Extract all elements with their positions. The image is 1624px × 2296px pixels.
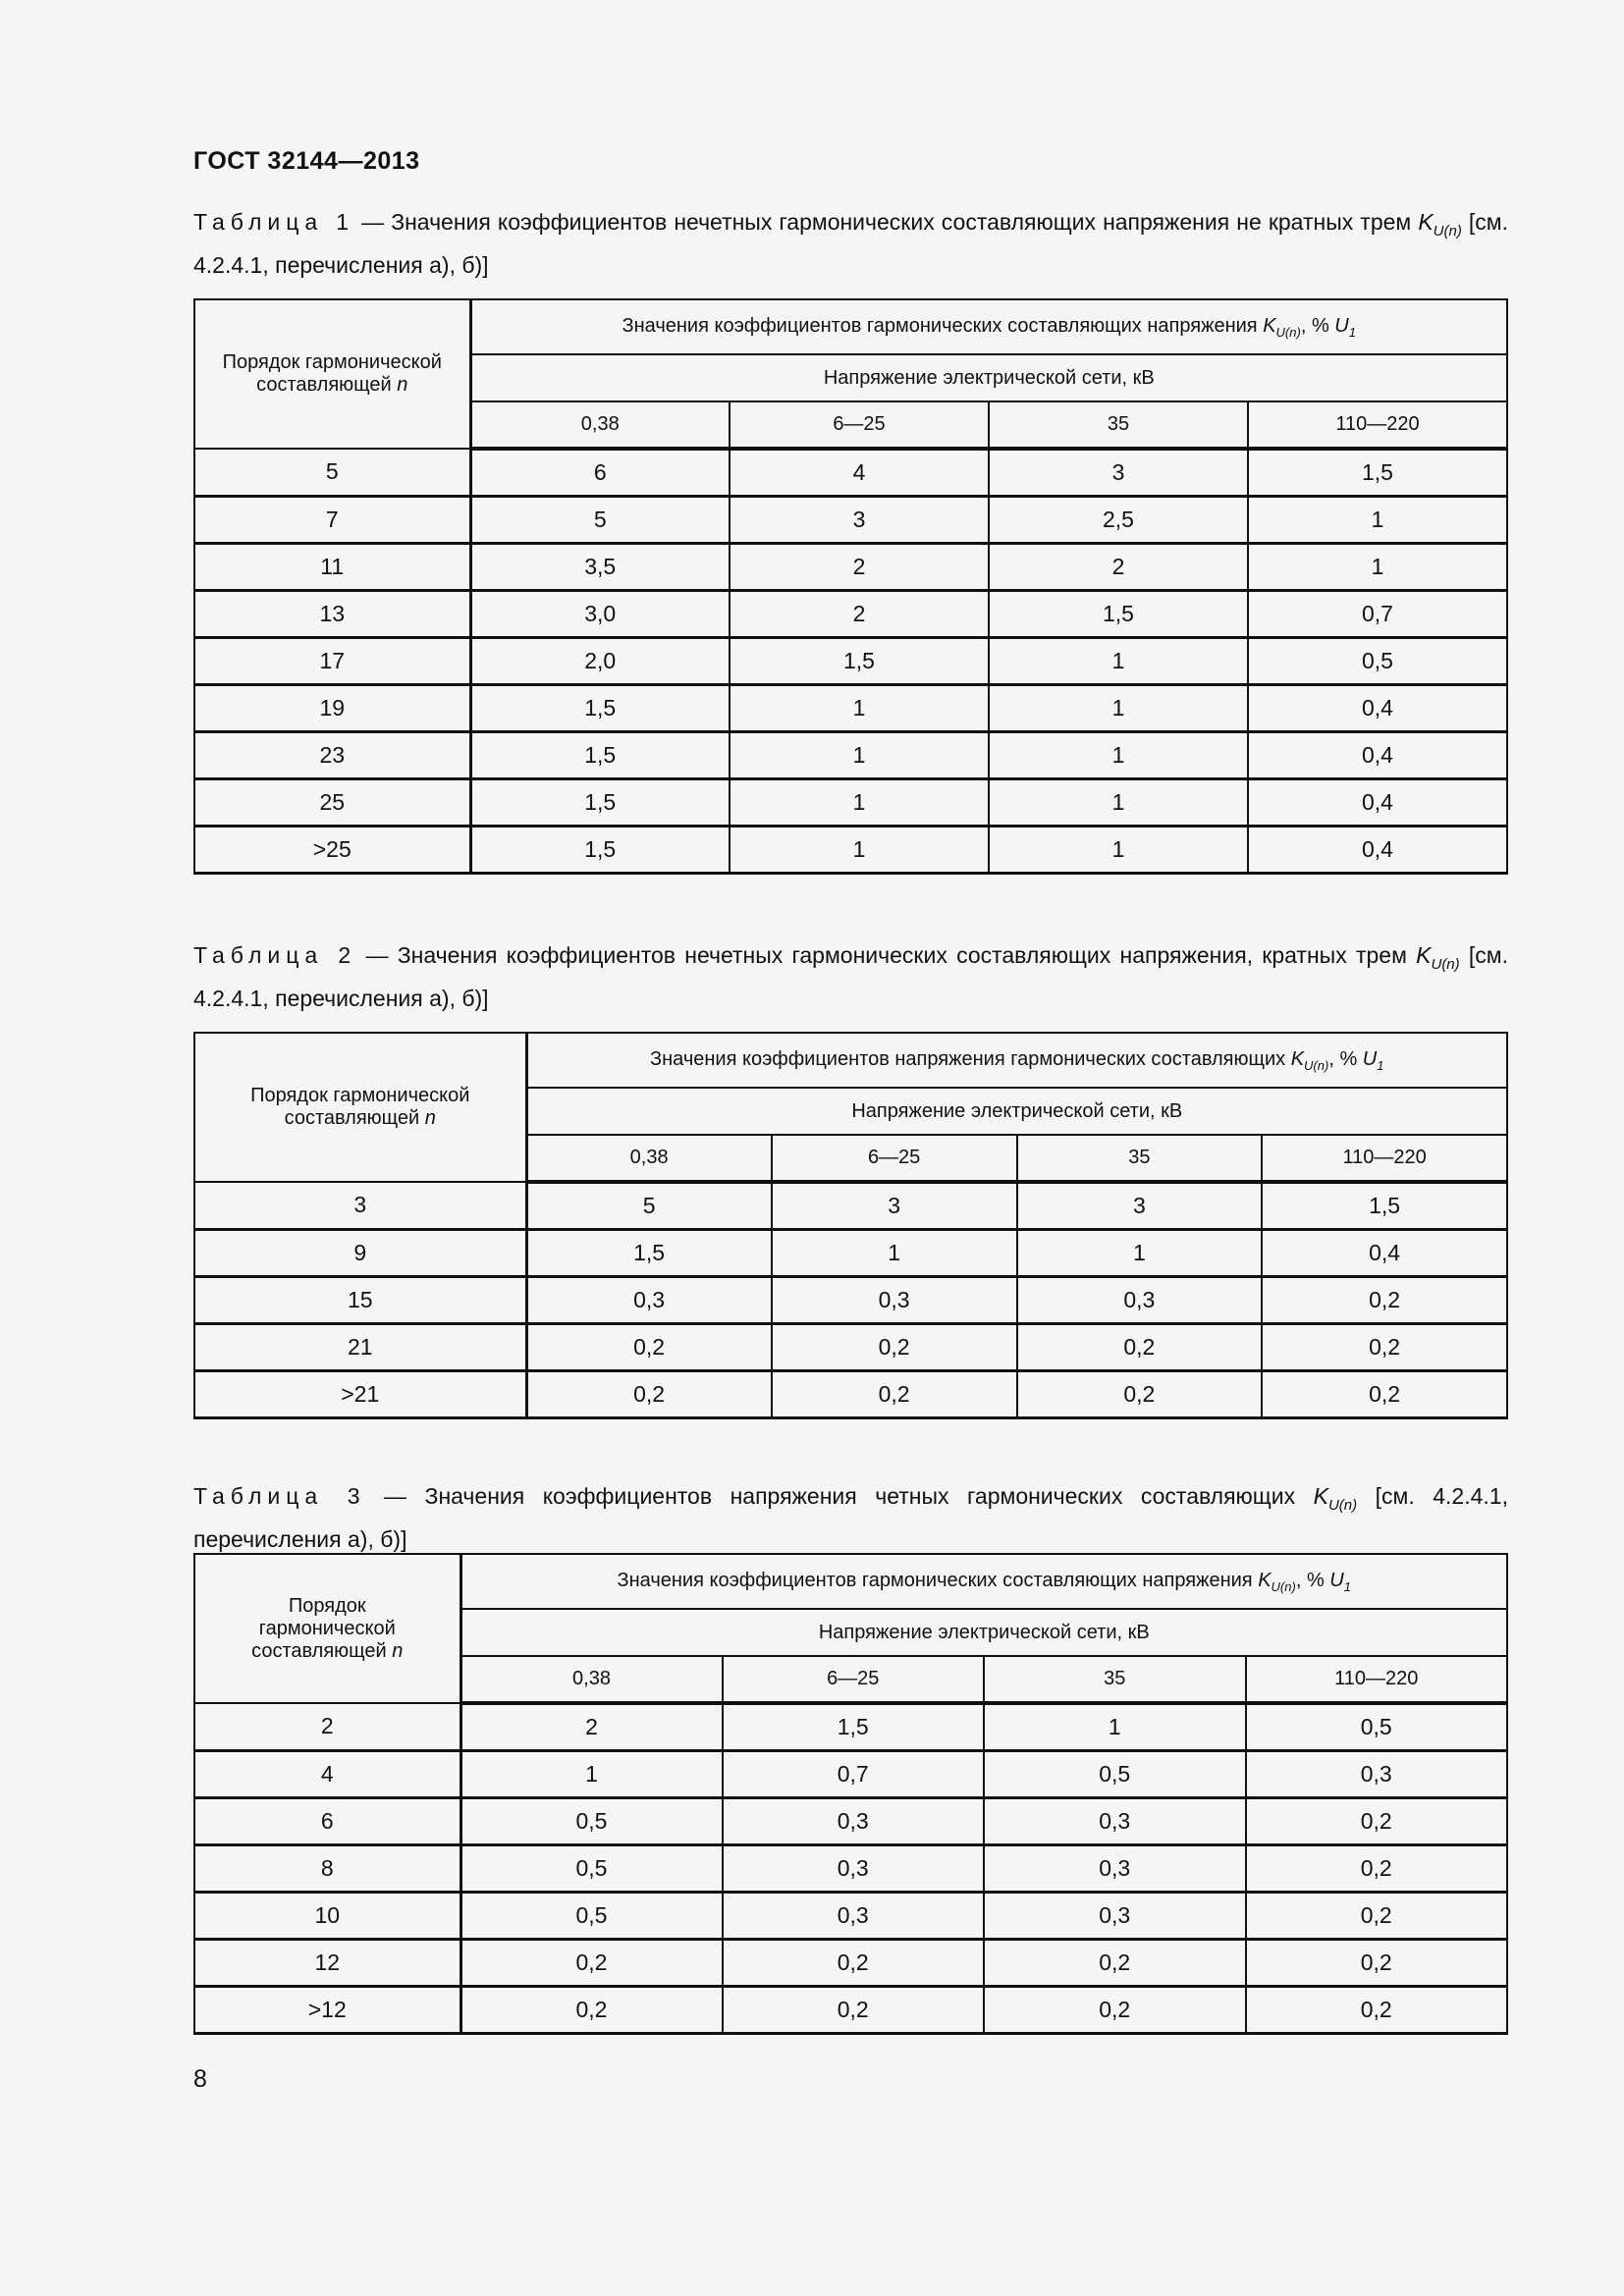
table-3-caption [193,1479,1508,1556]
value-cell: 3 [772,1182,1017,1229]
value-cell: 0,3 [772,1276,1017,1323]
table-row [194,1370,1507,1417]
value-cell: 3,0 [470,590,730,637]
value-cell: 0,4 [1248,826,1507,873]
table-row [194,496,1507,543]
harmonic-order-cell: 11 [194,543,470,590]
table-row [194,637,1507,684]
table-row [194,543,1507,590]
value-cell: 0,7 [1248,590,1507,637]
value-cell: 1,5 [730,637,989,684]
value-cell: 0,4 [1248,731,1507,778]
value-cell: 0,2 [984,1986,1246,2033]
table-row [194,778,1507,826]
value-cell: 1,5 [723,1703,985,1750]
value-cell: 0,2 [526,1370,772,1417]
values-group-header: Значения коэффициентов гармонических составляющих напряжения $K_{U(n)}$, % $U_1$ [470,299,1507,354]
value-cell: 0,5 [460,1844,723,1892]
table-3-caption-symbol: K [1313,1483,1328,1509]
voltage-header: Напряжение электрической сети, кВ [526,1088,1507,1135]
values-group-header: Значения коэффициентов гармонических составляющих напряжения $K_{U(n)}$, % $U_1$ [460,1554,1507,1609]
table-3-caption-tail: [см. 4.2.4.1, перечисления а), б)] [193,1483,1508,1552]
order-column-header: Порядок гармонической составляющей n [194,299,470,449]
value-cell: 0,5 [460,1797,723,1844]
table-row [194,1797,1507,1844]
voltage-col-2: 35 [984,1656,1246,1703]
value-cell: 1 [989,684,1248,731]
table-2-caption [193,938,1508,1015]
value-cell: 0,2 [1246,1844,1508,1892]
value-cell: 0,2 [1246,1797,1508,1844]
table-2-caption-symbol: K [1416,942,1432,968]
table-1-caption-lead: Таблица 1 [193,209,355,235]
value-cell: 3 [730,496,989,543]
value-cell: 1 [730,684,989,731]
harmonic-order-cell: 19 [194,684,470,731]
table-3 [193,1553,1508,2035]
voltage-header: Напряжение электрической сети, кВ [470,354,1507,401]
harmonic-order-cell: 10 [194,1892,460,1939]
value-cell: 0,4 [1248,684,1507,731]
harmonic-order-cell: 3 [194,1182,526,1229]
document-title: ГОСТ 32144—2013 [193,147,420,175]
value-cell: 0,2 [772,1323,1017,1370]
value-cell: 1 [772,1229,1017,1276]
value-cell: 0,2 [1262,1370,1507,1417]
harmonic-order-cell: 2 [194,1703,460,1750]
voltage-col-1: 6—25 [730,401,989,449]
value-cell: 1 [1248,496,1507,543]
value-cell: 1 [730,778,989,826]
table-row [194,826,1507,873]
value-cell: 1 [989,778,1248,826]
value-cell: 3,5 [470,543,730,590]
table-2-caption-tail: [см. 4.2.4.1, перечисления а), б)] [193,942,1509,1011]
harmonic-order-cell: 15 [194,1276,526,1323]
order-column-header: Порядок гармонической составляющей n [194,1554,460,1703]
table-1-caption-text: — Значения коэффициентов нечетных гармонических составляющих напряжения не кратных трем [354,209,1419,235]
table-row [194,1986,1507,2033]
voltage-col-2: 35 [989,401,1248,449]
table-3-caption-text: — Значения коэффициентов напряжения четных гармонических составляющих [365,1483,1314,1509]
value-cell: 0,2 [1262,1323,1507,1370]
voltage-col-3: 110—220 [1262,1135,1507,1182]
harmonic-order-cell: 5 [194,449,470,496]
table-row [194,731,1507,778]
harmonic-order-cell: 7 [194,496,470,543]
table-row [194,1229,1507,1276]
voltage-header: Напряжение электрической сети, кВ [460,1609,1507,1656]
value-cell: 1 [1017,1229,1263,1276]
table-1-caption-tail: [см. 4.2.4.1, перечисления а), б)] [193,209,1508,278]
value-cell: 4 [730,449,989,496]
value-cell: 0,2 [1017,1323,1263,1370]
value-cell: 0,2 [772,1370,1017,1417]
table-row [194,449,1507,496]
value-cell: 2 [460,1703,723,1750]
value-cell: 3 [1017,1182,1263,1229]
voltage-col-2: 35 [1017,1135,1263,1182]
value-cell: 1,5 [1262,1182,1507,1229]
harmonic-order-cell: 8 [194,1844,460,1892]
value-cell: 1,5 [470,778,730,826]
table-1-caption-symbol: K [1418,209,1434,235]
value-cell: 0,5 [460,1892,723,1939]
harmonic-order-cell: 17 [194,637,470,684]
table-2-caption-text: — Значения коэффициентов нечетных гармонических составляющих напряжения, кратных трем [356,942,1417,968]
value-cell: 1 [989,731,1248,778]
voltage-col-1: 6—25 [723,1656,985,1703]
table-row [194,590,1507,637]
value-cell: 5 [470,496,730,543]
table-1-caption [193,205,1508,282]
voltage-col-1: 6—25 [772,1135,1017,1182]
value-cell: 0,3 [526,1276,772,1323]
harmonic-order-cell: >12 [194,1986,460,2033]
value-cell: 0,5 [1248,637,1507,684]
value-cell: 1,5 [470,826,730,873]
table-3-caption-lead: Таблица 3 [193,1483,366,1509]
harmonic-order-cell: 12 [194,1939,460,1986]
voltage-col-0: 0,38 [460,1656,723,1703]
value-cell: 0,2 [1246,1939,1508,1986]
value-cell: 0,2 [1246,1892,1508,1939]
harmonic-order-cell: 25 [194,778,470,826]
table-row [194,1750,1507,1797]
table-row [194,1844,1507,1892]
value-cell: 2 [730,543,989,590]
voltage-col-0: 0,38 [526,1135,772,1182]
table-3-caption-subscript: U(n) [1327,1497,1358,1514]
value-cell: 1,5 [989,590,1248,637]
table-2-caption-subscript: U(n) [1431,956,1460,973]
table-1 [193,298,1508,875]
harmonic-order-cell: 6 [194,1797,460,1844]
table-row [194,684,1507,731]
value-cell: 0,2 [984,1939,1246,1986]
harmonic-order-cell: 13 [194,590,470,637]
value-cell: 0,3 [723,1797,985,1844]
value-cell: 0,3 [1246,1750,1508,1797]
value-cell: 2 [989,543,1248,590]
value-cell: 6 [470,449,730,496]
table-row [194,1323,1507,1370]
table-row [194,1182,1507,1229]
table-row [194,1276,1507,1323]
page-number: 8 [193,2065,207,2093]
value-cell: 0,2 [1262,1276,1507,1323]
harmonic-order-cell: 21 [194,1323,526,1370]
value-cell: 1 [730,731,989,778]
voltage-col-3: 110—220 [1246,1656,1508,1703]
order-column-header: Порядок гармонической составляющей n [194,1033,526,1182]
voltage-col-3: 110—220 [1248,401,1507,449]
table-1-caption-subscript: U(n) [1433,223,1462,240]
value-cell: 0,2 [1246,1986,1508,2033]
harmonic-order-cell: 9 [194,1229,526,1276]
value-cell: 0,3 [984,1797,1246,1844]
value-cell: 0,3 [984,1892,1246,1939]
table-2 [193,1032,1508,1419]
table-row [194,1703,1507,1750]
value-cell: 0,4 [1248,778,1507,826]
harmonic-order-cell: >21 [194,1370,526,1417]
value-cell: 1 [730,826,989,873]
value-cell: 0,2 [723,1939,985,1986]
value-cell: 0,3 [723,1844,985,1892]
value-cell: 2 [730,590,989,637]
harmonic-order-cell: >25 [194,826,470,873]
table-row [194,1892,1507,1939]
value-cell: 0,7 [723,1750,985,1797]
value-cell: 1 [989,637,1248,684]
values-group-header: Значения коэффициентов напряжения гармонических составляющих $K_{U(n)}$, % $U_1$ [526,1033,1507,1088]
harmonic-order-cell: 4 [194,1750,460,1797]
table-2-caption-lead: Таблица 2 [193,942,357,968]
value-cell: 0,3 [1017,1276,1263,1323]
value-cell: 0,2 [460,1939,723,1986]
voltage-col-0: 0,38 [470,401,730,449]
value-cell: 0,3 [723,1892,985,1939]
value-cell: 1,5 [470,731,730,778]
value-cell: 3 [989,449,1248,496]
value-cell: 1,5 [1248,449,1507,496]
value-cell: 0,2 [1017,1370,1263,1417]
value-cell: 0,2 [460,1986,723,2033]
value-cell: 1,5 [470,684,730,731]
value-cell: 1 [989,826,1248,873]
harmonic-order-cell: 23 [194,731,470,778]
value-cell: 0,5 [984,1750,1246,1797]
value-cell: 0,4 [1262,1229,1507,1276]
value-cell: 0,3 [984,1844,1246,1892]
value-cell: 2,0 [470,637,730,684]
value-cell: 2,5 [989,496,1248,543]
value-cell: 1 [460,1750,723,1797]
value-cell: 1,5 [526,1229,772,1276]
value-cell: 5 [526,1182,772,1229]
table-row [194,1939,1507,1986]
value-cell: 0,5 [1246,1703,1508,1750]
value-cell: 0,2 [526,1323,772,1370]
value-cell: 1 [984,1703,1246,1750]
value-cell: 0,2 [723,1986,985,2033]
value-cell: 1 [1248,543,1507,590]
